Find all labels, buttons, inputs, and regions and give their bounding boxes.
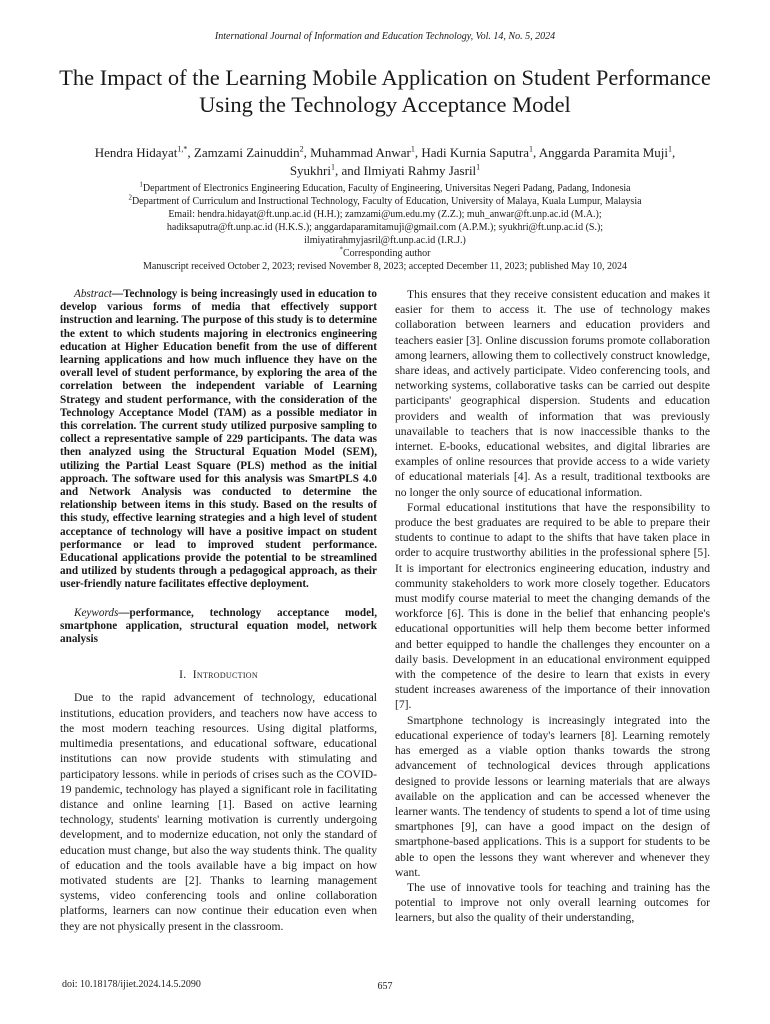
author-sup: 1: [476, 162, 481, 172]
author-name: Syukhri: [289, 163, 331, 178]
author-sep: ,: [187, 145, 194, 160]
author-sep: , and: [334, 163, 364, 178]
author: [194, 145, 310, 160]
affiliation-sup: 1: [139, 180, 143, 189]
author-name: Zamzami Zainuddin: [193, 145, 300, 160]
manuscript-dates: Manuscript received October 2, 2023; revised November 8, 2023; accepted December 11, 2023; published May 10, 2024: [143, 261, 627, 272]
journal-header: International Journal of Information and Education Technology, Vol. 14, No. 5, 2024: [214, 31, 556, 42]
affiliation-line: [60, 195, 710, 208]
affiliation-sup: 2: [128, 193, 132, 202]
affiliation-text: Department of Curriculum and Instructional Technology, Faculty of Education, University of Malaya, Kuala Lumpur, Malaysia: [131, 196, 642, 207]
keywords-text: —performance, technology acceptance model, smartphone application, structural equation model, network analysis: [60, 606, 377, 646]
author-sep: ,: [532, 145, 539, 160]
author-list: [40, 144, 730, 180]
corresponding-text: Corresponding author: [343, 248, 431, 259]
author-sep: ,: [414, 145, 422, 160]
author: [290, 163, 364, 178]
affiliation-text: Department of Electronics Engineering Education, Faculty of Engineering, Universitas Negeri Padang, Padang, Indonesia: [142, 183, 631, 194]
section-heading: [60, 669, 377, 682]
corresponding-author: [60, 247, 710, 260]
author-name: Anggarda Paramita Muji: [538, 145, 669, 160]
author: [364, 163, 481, 178]
author-sup: 1,*: [177, 144, 188, 154]
section-title: Introduction: [192, 669, 258, 682]
body-paragraph: Smartphone technology is increasingly integrated into the educational experience of today's learners [8]. Learning remotely has emerged as a viable option thanks towards the strong advancement of technological devices through applications designed to provide lessons or learning materials that are always available on the application and can be accessed whenever the learner wants. The tendency of students to spend a lot of time using smartphones [9], can have a good impact on the design of smartphone-based applications. This is a support for students to be able to open the lessons they want wherever and whenever they want.: [395, 713, 710, 879]
author-name: Hendra Hidayat: [94, 145, 178, 160]
author-name: Ilmiyati Rahmy Jasril: [363, 163, 477, 178]
author-sup: 1: [410, 144, 415, 154]
email-line: Email: hendra.hidayat@ft.unp.ac.id (H.H.); zamzami@um.edu.my (Z.Z.); muh_anwar@ft.unp.ac.id (M.A.);: [168, 209, 602, 220]
email-line: ilmiyatirahmyjasril@ft.unp.ac.id (I.R.J.): [304, 235, 466, 246]
keywords-label: Keywords: [74, 606, 119, 619]
author: [95, 145, 194, 160]
author-sup: 1: [528, 144, 533, 154]
author: [310, 145, 421, 160]
corresponding-sup: *: [339, 245, 343, 254]
author-sup: 2: [299, 144, 304, 154]
author-sep: ,: [303, 145, 311, 160]
body-paragraph: The use of innovative tools for teaching and training has the potential to improve not only overall learning outcomes for learners, but also the quality of their understanding,: [395, 880, 710, 925]
affiliation-line: [60, 182, 710, 195]
author: [421, 145, 538, 160]
right-column: [395, 287, 710, 926]
left-column: [60, 288, 377, 934]
keywords: [60, 607, 377, 647]
author-name: Hadi Kurnia Saputra: [421, 145, 529, 160]
intro-paragraph: Due to the rapid advancement of technology, educational institutions, education providers, and teachers now have access to the most modern teaching resources. Using digital platforms, multimedia presentations, and educational software, educational institutions can now provide students with stimulating and participatory lessons. while in periods of crises such as the COVID-19 pandemic, technology has played a significant role in facilitating distance and online learning [1]. Based on active learning technology, students' learning motivation is currently undergoing development, and to modernize education, not only the standard of education must change, but also the way students think. The quality of education and the tools available have a big impact on how motivated students are [2]. Thanks to learning management systems, video conferencing tools and online collaboration platforms, learners can now continue their education even when they are not physically present in the classroom.: [60, 691, 377, 933]
author-sup: 1: [668, 144, 673, 154]
email-line: hadiksaputra@ft.unp.ac.id (H.K.S.); anggardaparamitamuji@gmail.com (A.P.M.); syukhri@ft.unp.ac.id (S.);: [166, 222, 604, 233]
page-number: 657: [377, 981, 393, 992]
body-paragraph: Formal educational institutions that have the responsibility to produce the best graduates are required to be able to prepare their students to continue to adapt to the shifts that have taken place in order to acquire trustworthy abilities in the professional sphere [5]. It is important for electronics engineering education, industry and community stakeholders to work more closely together. Educators must modify course material to meet the changing demands of the workforce [6]. This is done in the belief that enhancing people's educational opportunities will help them become better informed and better equipped to handle the challenges they encounter on a daily basis. Development in an educational environment equipped with the competence of the desire to learn that exists in every student increases awareness of the importance of their innovation [7].: [395, 500, 710, 712]
author-name: Muhammad Anwar: [310, 145, 411, 160]
abstract: [60, 288, 377, 592]
author-sup: 1: [330, 162, 335, 172]
author: [539, 145, 676, 160]
affiliations-block: [60, 182, 710, 273]
author-sep: ,: [672, 145, 676, 160]
section-numeral: I.: [179, 669, 187, 682]
abstract-text: —Technology is being increasingly used in education to develop various forms of media that effectively support instruction and learning. The purpose of this study is to determine the extent to which students majoring in electronics engineering education at Higher Education benefit from the use of different learning applications and how much influence they have on the overall level of student performance, by exploring the area of the correlation between the independent variable of Learning Strategy and student performance, with the consideration of the Technology Acceptance Model (TAM) as a possible mediator in this correlation. The current study utilized purposive sampling to collect a representative sample of 229 participants. The data was then analyzed using the Structural Equation Model (SEM), utilizing the Partial Least Square (PLS) method as the initial approach. The software used for this analysis was SmartPLS 4.0 and Network Analysis was conducted to determine the relationship between items in this study. Based on the results of this study, effective learning strategies and a high level of student acceptance of technology will have a positive impact on student performance or lead to improved student performance. Educational applications provide the potential to be streamlined and utilized by students through a pedagogical approach, as their user-friendly nature facilitates effective deployment.: [60, 288, 377, 591]
body-paragraph: This ensures that they receive consistent education and makes it easier for them to access it. The use of technology makes collaboration between learners and education providers and teachers easier [3]. Online discussion forums promote collaboration among learners, allowing them to collectively construct knowledge, share ideas, and actively participate. Video conferencing tools, and networking systems, collaborative tasks can be carried out despite participants' geographical dispersion. Students and education providers and wealth of information that was previously unavailable to teachers that is now inaccessible thanks to the internet. E-books, educational websites, and digital libraries are examples of online resources that provide access to a wide variety of educational materials [4]. As a result, traditional textbooks are no longer the only source of educational information.: [395, 288, 710, 499]
abstract-label: Abstract: [74, 288, 112, 300]
paper-title: The Impact of the Learning Mobile Application on Student Performance Using the Technology Acceptance Model: [59, 65, 711, 117]
doi: doi: 10.18178/ijiet.2024.14.5.2090: [62, 979, 201, 990]
